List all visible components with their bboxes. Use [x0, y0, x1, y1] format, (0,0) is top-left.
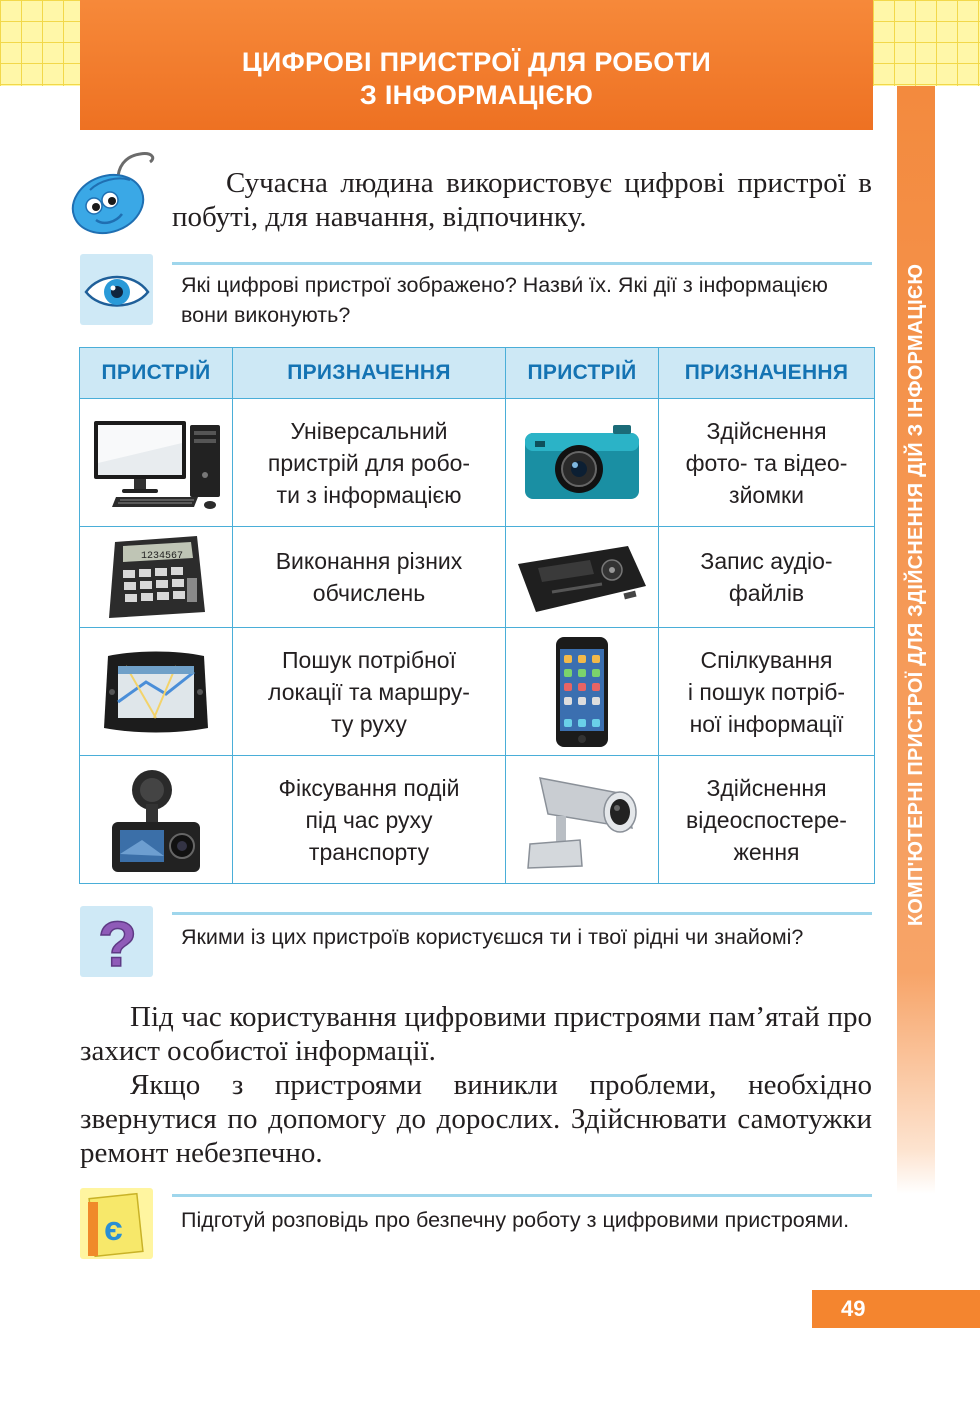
table-cell-image — [506, 527, 659, 628]
side-tab-label: КОМП'ЮТЕРНІ ПРИСТРОЇ ДЛЯ ЗДІЙСНЕННЯ ДІЙ З ІНФОРМАЦІЄЮ — [905, 263, 927, 927]
devices-table — [79, 347, 875, 884]
table-cell-purpose — [659, 527, 875, 628]
table-row — [80, 399, 875, 527]
table-cell-purpose — [233, 527, 506, 628]
table-cell-image — [80, 527, 233, 628]
page-title-line1: ЦИФРОВІ ПРИСТРОЇ ДЛЯ РОБОТИ — [241, 47, 712, 77]
purpose-line: Спілкування — [700, 646, 833, 673]
question-task-icon-box — [80, 906, 153, 977]
purpose-line: під час руху — [305, 806, 433, 833]
purpose-line: відеоспостере- — [686, 806, 847, 833]
purpose-line: транспорту — [308, 838, 430, 865]
table-cell-image — [80, 399, 233, 527]
paragraph-safety: Якщо з пристроями виникли проблеми, необхідно звернутися по допомогу до дорослих. Здійснювати самотужки ремонт небезпечно. — [80, 1069, 872, 1169]
page-title-line2: З ІНФОРМАЦІЄЮ — [359, 80, 594, 110]
svg-text:1234567: 1234567 — [141, 551, 184, 562]
computer-mouse-mascot-icon — [66, 146, 162, 238]
gps-navigator-icon — [96, 642, 216, 742]
table-cell-image — [80, 756, 233, 884]
question-task-divider — [172, 912, 872, 915]
purpose-line: зйомки — [729, 481, 804, 508]
desktop-computer-icon — [86, 415, 226, 511]
purpose-line: Виконання різних — [275, 548, 463, 574]
voice-recorder-icon — [512, 534, 652, 620]
homework-task-icon-box — [80, 1188, 153, 1259]
purpose-line: і пошук потріб- — [687, 678, 846, 705]
table-cell-purpose — [659, 756, 875, 884]
observe-task-icon-box — [80, 254, 153, 325]
table-header-row — [80, 348, 875, 399]
table-row — [80, 527, 875, 628]
purpose-line: Здійснення — [706, 417, 827, 444]
purpose-line: Пошук потрібної — [282, 646, 456, 673]
table-cell-image — [80, 628, 233, 756]
paragraph-privacy: Під час користування цифровими пристроями пам’ятай про захист особистої інформації. — [80, 1001, 872, 1067]
decorative-grid-right — [873, 0, 980, 86]
photo-camera-icon — [517, 417, 647, 509]
purpose-line: Запис аудіо- — [700, 548, 833, 574]
table-header-device-2: ПРИСТРІЙ — [506, 348, 659, 399]
question-mark-icon — [80, 906, 153, 977]
purpose-line: Універсальний — [290, 417, 448, 444]
security-camera-icon — [520, 768, 644, 872]
table-cell-purpose — [233, 756, 506, 884]
table-cell-purpose — [659, 399, 875, 527]
observe-task-text: Які цифрові пристрої зображено? Назви́ їх. Які дії з інформацією вони виконують? — [181, 273, 828, 327]
calculator-icon — [101, 532, 211, 622]
purpose-line: ту руху — [331, 710, 407, 737]
table-row — [80, 756, 875, 884]
table-header-device-1: ПРИСТРІЙ — [80, 348, 233, 399]
table-cell-purpose — [233, 399, 506, 527]
table-row — [80, 628, 875, 756]
svg-text:?: ? — [98, 908, 138, 977]
table-cell-purpose — [233, 628, 506, 756]
homework-task-text: Підготуй розповідь про безпечну роботу з цифровими пристроями. — [181, 1208, 850, 1232]
question-task-text: Якими із цих пристроїв користуєшся ти і твої рідні чи знайомі? — [181, 925, 804, 949]
homework-task-divider — [172, 1194, 872, 1197]
table-header-purpose-2: ПРИЗНАЧЕННЯ — [659, 348, 875, 399]
purpose-line: пристрій для робо- — [267, 449, 471, 476]
purpose-line: файлів — [728, 580, 805, 606]
purpose-line: Здійснення — [706, 774, 827, 801]
table-cell-purpose — [659, 628, 875, 756]
purpose-line: ти з інформацією — [276, 481, 462, 508]
decorative-grid-left — [0, 0, 80, 86]
notebook-icon — [80, 1188, 153, 1259]
svg-text:є: є — [104, 1210, 123, 1248]
purpose-line: Фіксування подій — [278, 774, 460, 801]
purpose-line: фото- та відео- — [685, 449, 848, 476]
purpose-line: локації та маршру- — [268, 678, 470, 705]
eye-icon — [80, 254, 153, 325]
purpose-line: ження — [733, 838, 800, 865]
purpose-line: ної інформації — [689, 710, 844, 737]
purpose-line: обчислень — [312, 580, 426, 606]
intro-paragraph: Сучасна людина використовує цифрові пристрої в побуті, для навчання, відпочинку. — [172, 167, 872, 233]
table-cell-image — [506, 756, 659, 884]
table-cell-image — [506, 628, 659, 756]
smartphone-icon — [552, 635, 612, 749]
dashcam-icon — [106, 764, 206, 876]
table-cell-image — [506, 399, 659, 527]
observe-task-divider — [172, 262, 872, 265]
page-number: 49 — [812, 1290, 980, 1328]
page-title — [80, 0, 873, 130]
table-header-purpose-1: ПРИЗНАЧЕННЯ — [233, 348, 506, 399]
